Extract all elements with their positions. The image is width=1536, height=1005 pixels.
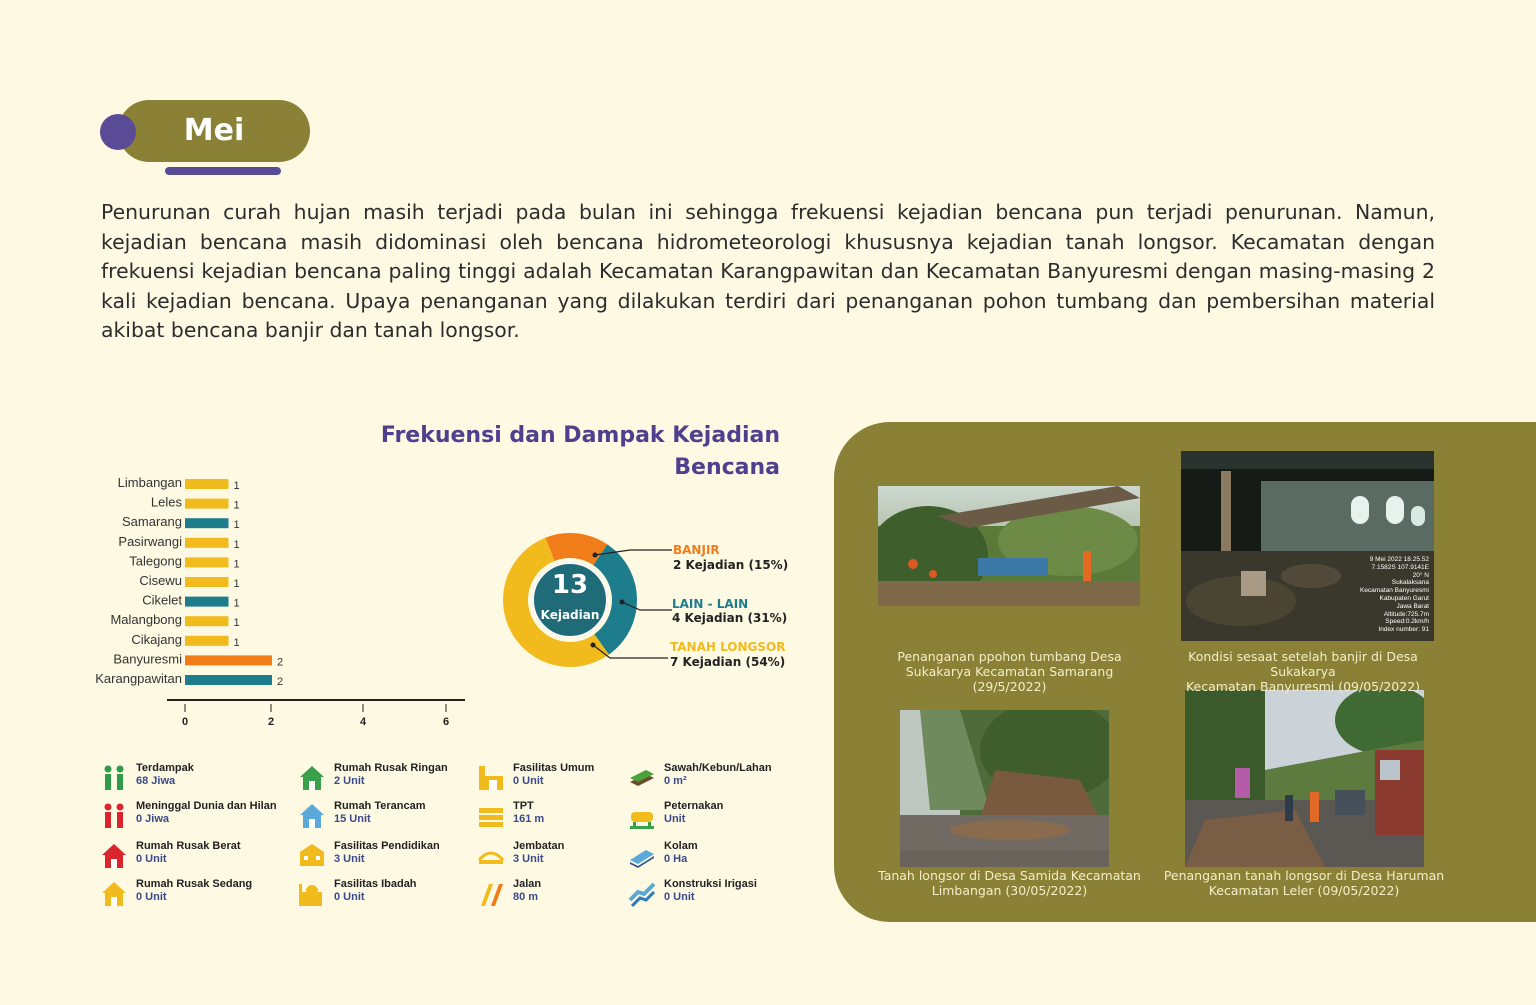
house-green-icon [298, 764, 326, 792]
impact-item [298, 840, 488, 876]
bar-category-label: Leles [150, 494, 182, 510]
impact-value: 68 Jiwa [136, 775, 176, 787]
bar-value-label: 1 [233, 538, 240, 551]
school-icon [298, 842, 326, 870]
impact-item [298, 800, 488, 836]
timestamp-line: Sukalaksana [1391, 579, 1429, 587]
impact-value: 0 Unit [136, 891, 167, 903]
impact-label: Terdampak [136, 762, 194, 774]
bar-category-label: Karangpawitan [95, 671, 182, 686]
legend-lain-detail: 4 Kejadian (31%) [672, 611, 788, 625]
bar-karangpawitan [185, 675, 272, 685]
bar-category-label: Banyuresmi [113, 651, 182, 667]
photo-caption-1-line2: Sukakarya Kecamatan Samarang (29/5/2022) [905, 664, 1114, 694]
impact-value: 80 m [513, 891, 539, 903]
bar-leles [185, 499, 229, 509]
impact-item [298, 762, 488, 798]
impact-label: Peternakan [664, 800, 724, 812]
impact-item [100, 762, 290, 798]
impact-item [100, 878, 290, 914]
impact-item [100, 800, 290, 836]
bar-value-label: 1 [233, 578, 240, 590]
timestamp-line: Speed:0.2km/h [1385, 618, 1429, 626]
impact-value: 0 Ha [664, 853, 688, 865]
impact-item [100, 840, 290, 876]
photo-fallen-tree-image [878, 486, 1140, 606]
wall-icon [477, 802, 505, 830]
impact-value: 0 Jiwa [136, 813, 170, 825]
impact-label: Rumah Rusak Ringan [334, 762, 448, 774]
timestamp-line: 20° N [1412, 571, 1429, 579]
impact-value: 0 Unit [334, 891, 365, 903]
x-tick-label: 4 [359, 716, 367, 728]
impact-label: Rumah Terancam [334, 800, 426, 812]
impact-item [628, 878, 818, 914]
impact-value: 0 m² [664, 775, 687, 787]
impact-value: 0 Unit [664, 891, 695, 903]
photo-caption-3 [868, 868, 1151, 898]
impact-item [628, 762, 818, 798]
bar-cikajang [185, 636, 229, 646]
bar-malangbong [185, 616, 229, 626]
legend-longsor-detail: 7 Kejadian (54%) [670, 655, 786, 669]
bar-banyuresmi [185, 655, 272, 665]
x-tick-label: 2 [267, 716, 275, 728]
timestamp-line: Index number: 91 [1378, 626, 1429, 634]
photo-caption-3-line1: Tanah longsor di Desa Samida Kecamatan [878, 868, 1141, 883]
impact-value: 0 Unit [513, 775, 544, 787]
impact-value: 3 Unit [334, 853, 365, 865]
photo-caption-2-line2: Kecamatan Banyuresmi (09/05/2022) [1185, 679, 1421, 694]
photo-caption-4-line2: Kecamatan Leler (09/05/2022) [1208, 883, 1400, 898]
house-blue-icon [298, 802, 326, 830]
impact-item [298, 878, 488, 914]
month-underline [165, 167, 281, 175]
timestamp-line: Kabupaten Garut [1379, 594, 1429, 602]
photo-landslide-road [900, 710, 1109, 867]
bar-category-label: Limbangan [117, 475, 182, 490]
bar-pasirwangi [185, 538, 229, 548]
public-facility-icon [477, 764, 505, 792]
bar-value-label: 1 [233, 636, 240, 649]
donut-total: 13 [551, 570, 589, 600]
pond-icon [628, 842, 656, 870]
chart-title: Frekuensi dan Dampak Kejadian Bencana [380, 423, 780, 480]
bar-category-label: Talegong [129, 553, 182, 569]
photo-caption-2-line1: Kondisi sesaat setelah banjir di Desa Sukakarya [1188, 649, 1418, 679]
house-red-icon [100, 842, 128, 870]
impact-value: 15 Unit [334, 813, 371, 825]
impact-value: 3 Unit [513, 853, 544, 865]
timestamp-line: Kecamatan Banyuresmi [1359, 587, 1429, 595]
house-yellow-icon [100, 880, 128, 908]
photo-caption-1 [868, 649, 1151, 694]
people-red-icon [100, 802, 128, 830]
timestamp-line: Jawa Barat [1396, 602, 1429, 610]
impact-value: Unit [664, 813, 686, 825]
impact-item [628, 800, 818, 836]
bar-value-label: 1 [233, 617, 240, 630]
bar-cisewu [185, 577, 229, 587]
bar-category-label: Cikelet [142, 592, 182, 608]
photo-landslide-road-image [900, 710, 1109, 867]
bar-value-label: 1 [233, 558, 240, 571]
bar-category-label: Samarang [122, 514, 182, 530]
impact-value: 0 Unit [136, 853, 167, 865]
bar-category-label: Pasirwangi [118, 533, 182, 549]
photo-landslide-leler [1185, 690, 1424, 867]
impact-item [628, 840, 818, 876]
bar-category-label: Cisewu [139, 573, 182, 588]
leader-banjir-dot [593, 553, 598, 558]
donut-total-label: Kejadian [540, 608, 600, 622]
photo-landslide-leler-image [1185, 690, 1424, 867]
bar-value-label: 1 [233, 480, 240, 492]
impact-label: Fasilitas Pendidikan [334, 840, 440, 852]
bar-value-label: 2 [277, 656, 284, 669]
bar-value-label: 1 [233, 597, 240, 610]
impact-value: 2 Unit [334, 775, 365, 787]
impact-label: TPT [513, 800, 534, 812]
timestamp-line: Altitude:725.7m [1383, 610, 1429, 618]
x-tick-label: 0 [181, 716, 189, 728]
impact-value: 161 m [513, 813, 545, 825]
photo-caption-3-line2: Limbangan (30/05/2022) [931, 883, 1088, 898]
impact-label: Meninggal Dunia dan Hilan [136, 800, 277, 812]
photo-flood-mosque [1181, 451, 1434, 641]
legend-lain-label: LAIN - LAIN [672, 597, 749, 611]
intro-paragraph: Penurunan curah hujan masih terjadi pada bulan ini sehingga frekuensi kejadian bencana pun terjadi penurunan. Namun, kejadian bencana masih didominasi oleh bencana hidrometeorologi khususnya kejadian tanah longsor. Kecamatan dengan frekuensi kejadian bencana paling tinggi adalah Kecamatan Karangpawitan dan Kecamatan Banyuresmi dengan masing-masing 2 kali kejadian bencana. Upaya penanganan yang dilakukan terdiri dari penanganan pohon tumbang dan pembersihan material akibat bencana banjir dan tanah longsor. [101, 200, 1435, 342]
photo-caption-4 [1160, 868, 1448, 898]
timestamp-line: 7.1582S 107.9141E [1371, 563, 1429, 571]
impact-label: Fasilitas Ibadah [334, 878, 417, 890]
legend-longsor-label: TANAH LONGSOR [670, 640, 786, 654]
impact-label: Jalan [513, 878, 542, 890]
bar-category-label: Cikajang [131, 631, 182, 647]
people-icon [100, 764, 128, 792]
photo-fallen-tree [878, 486, 1140, 606]
x-tick-label: 6 [442, 716, 450, 728]
bar-cikelet [185, 597, 229, 607]
bar-talegong [185, 557, 229, 567]
mosque-icon [298, 880, 326, 908]
leader-longsor-dot [591, 643, 596, 648]
impact-label: Sawah/Kebun/Lahan [664, 762, 772, 774]
field-icon [628, 764, 656, 792]
bar-value-label: 2 [277, 676, 284, 688]
leader-lain-dot [620, 600, 625, 605]
irrigation-icon [628, 880, 656, 908]
bar-chart [95, 470, 475, 735]
photo-caption-1-line1: Penanganan ppohon tumbang Desa [897, 649, 1122, 664]
month-title: Mei [183, 113, 245, 148]
photo-timestamp [1360, 556, 1429, 634]
legend-banjir-detail: 2 Kejadian (15%) [673, 558, 789, 572]
impact-label: Rumah Rusak Berat [136, 840, 241, 852]
timestamp-line: 9 Mei 2022 18.25.52 [1369, 556, 1429, 563]
bridge-icon [477, 842, 505, 870]
livestock-icon [628, 802, 656, 830]
bar-samarang [185, 518, 229, 528]
bar-value-label: 1 [233, 499, 240, 512]
road-icon [477, 880, 505, 908]
impact-label: Fasilitas Umum [513, 762, 595, 774]
impact-label: Jembatan [513, 840, 565, 852]
donut-center [528, 562, 612, 646]
impact-label: Rumah Rusak Sedang [136, 878, 253, 890]
bar-category-label: Malangbong [110, 612, 182, 628]
impact-label: Konstruksi Irigasi [664, 878, 757, 890]
photo-caption-4-line1: Penanganan tanah longsor di Desa Haruman [1163, 868, 1445, 883]
legend-banjir-label: BANJIR [673, 543, 720, 557]
photo-caption-2 [1155, 649, 1451, 694]
bar-value-label: 1 [233, 519, 240, 532]
impact-label: Kolam [664, 840, 698, 852]
bar-limbangan [185, 479, 229, 489]
